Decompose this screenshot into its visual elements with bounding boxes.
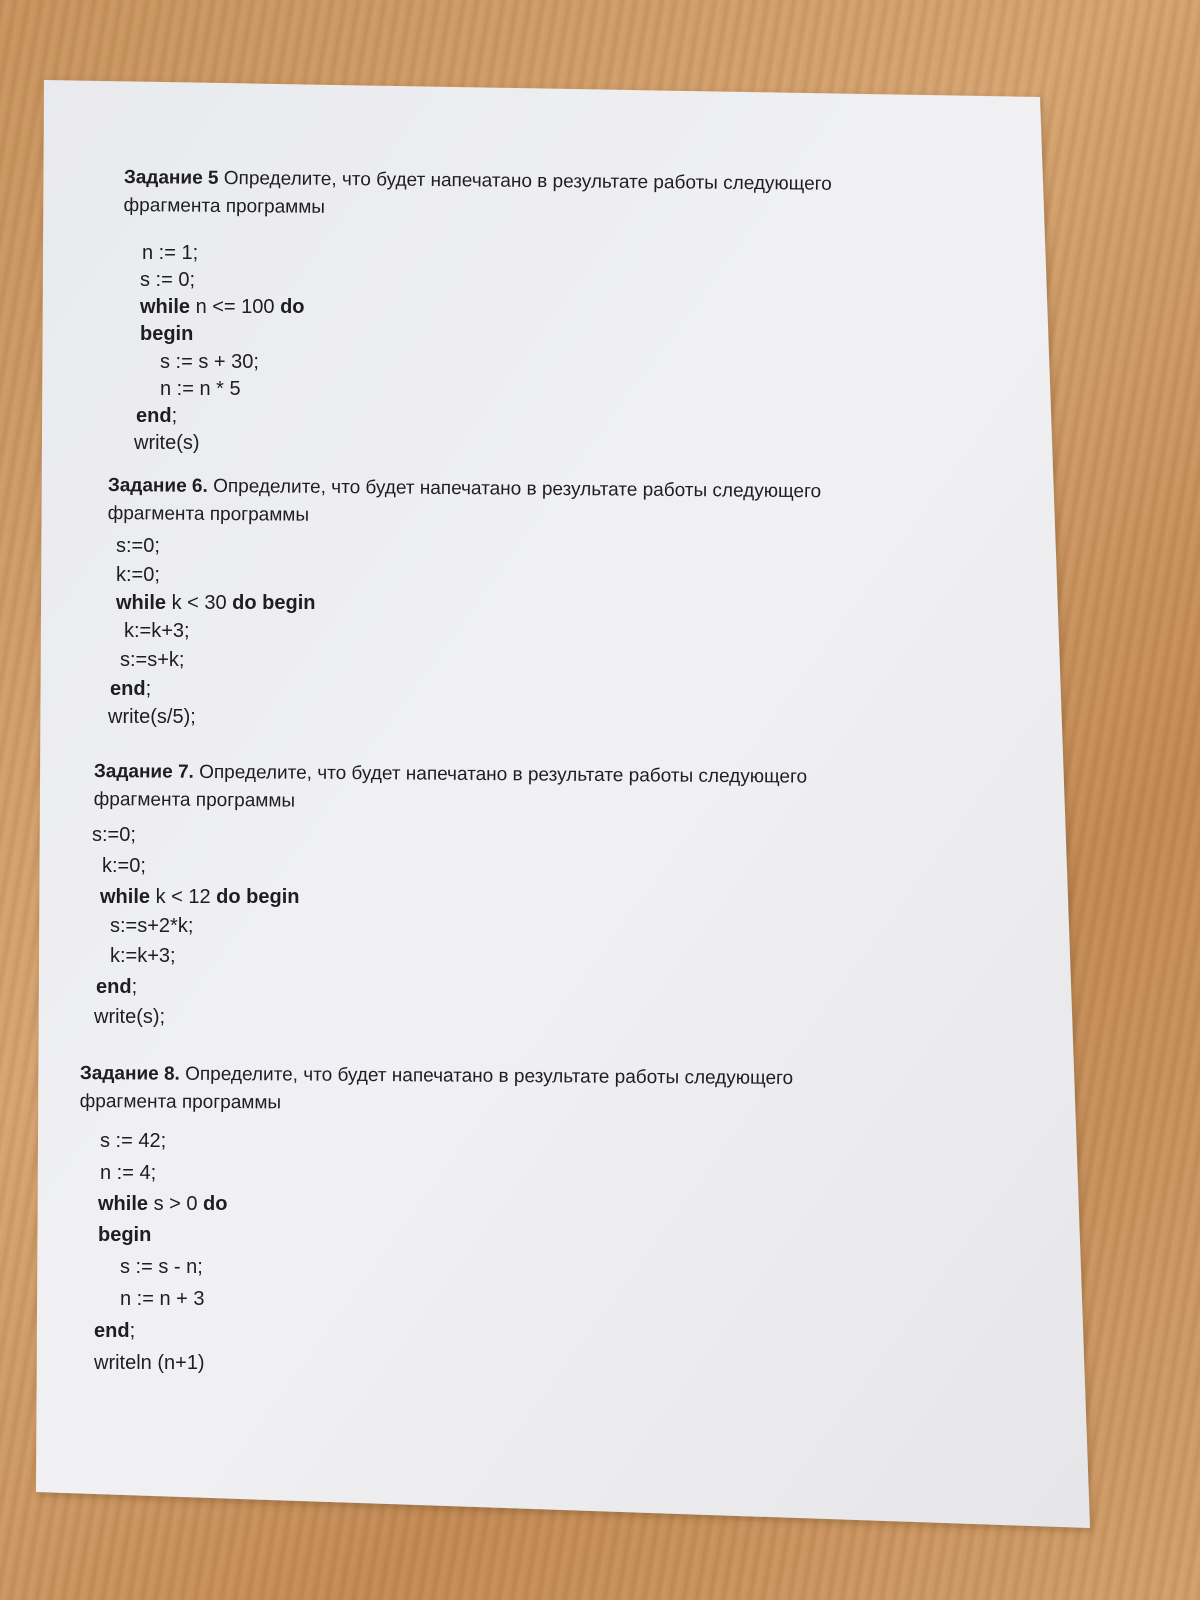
task-8 — [80, 1060, 988, 1122]
code-line: write(s/5); — [108, 706, 196, 728]
code-line: k:=k+3; — [124, 620, 190, 642]
code-keyword: do begin — [216, 886, 300, 908]
code-text: s > 0 — [148, 1193, 204, 1215]
code-keyword: do — [280, 296, 305, 318]
code-line — [100, 884, 300, 910]
task-7-heading — [94, 758, 984, 821]
code-line — [136, 403, 177, 429]
task-8-label: Задание 8. — [79, 1062, 180, 1085]
code-line: k:=0; — [116, 564, 160, 586]
code-line: s:=s+2*k; — [110, 915, 194, 937]
code-line — [98, 1191, 227, 1217]
task-5-heading — [123, 164, 904, 227]
code-text: k < 30 — [166, 592, 233, 614]
code-line: write(s); — [94, 1006, 166, 1028]
code-keyword: while — [116, 592, 167, 614]
task-6 — [108, 472, 974, 536]
code-line: s := s - n; — [120, 1256, 203, 1278]
task-6-label: Задание 6. — [107, 474, 208, 497]
code-line: n := n * 5 — [160, 378, 241, 400]
code-line: write(s) — [134, 432, 200, 454]
code-text: ; — [131, 976, 138, 998]
task-5-prompt-line1: Определите, что будет напечатано в результате работы следующего — [223, 167, 832, 195]
code-text: n <= 100 — [190, 296, 281, 318]
code-line: s:=0; — [116, 535, 160, 557]
code-keyword: while — [100, 886, 151, 908]
task-8-prompt-line1: Определите, что будет напечатано в результате работы следующего — [185, 1063, 794, 1089]
code-keyword: while — [140, 296, 191, 318]
task-7-prompt-line1: Определите, что будет напечатано в результате работы следующего — [199, 761, 808, 788]
code-keyword: do — [203, 1193, 228, 1215]
code-line — [140, 321, 193, 347]
code-keyword: begin — [140, 323, 194, 345]
code-keyword: end — [96, 976, 132, 998]
code-text: ; — [129, 1320, 136, 1342]
task-8-heading — [80, 1060, 988, 1122]
code-keyword: end — [110, 678, 146, 700]
task-6-prompt-line2: фрагмента программы — [107, 502, 310, 526]
code-line — [110, 676, 151, 702]
code-line — [98, 1222, 151, 1248]
task-5-label: Задание 5 — [123, 166, 219, 189]
code-keyword: end — [136, 405, 172, 427]
code-line: s := 0; — [140, 269, 196, 291]
code-text: ; — [145, 678, 152, 700]
task-7 — [94, 758, 984, 821]
code-line: writeln (n+1) — [94, 1352, 205, 1374]
code-line: n := n + 3 — [120, 1288, 205, 1310]
code-keyword: while — [98, 1193, 149, 1215]
task-6-prompt-line1: Определите, что будет напечатано в результате работы следующего — [213, 475, 822, 503]
code-keyword: do begin — [232, 592, 316, 614]
code-keyword: end — [94, 1320, 130, 1342]
code-line — [96, 974, 137, 1000]
code-line: s:=0; — [92, 824, 136, 846]
code-keyword: begin — [98, 1224, 152, 1246]
code-text: k < 12 — [150, 886, 217, 908]
task-5-prompt-line2: фрагмента программы — [123, 194, 326, 218]
code-line: k:=0; — [102, 855, 146, 877]
code-line — [94, 1318, 135, 1344]
code-line: n := 1; — [142, 242, 199, 264]
code-line: s := 42; — [100, 1130, 167, 1152]
task-8-prompt-line2: фрагмента программы — [79, 1090, 282, 1114]
task-7-label: Задание 7. — [93, 760, 194, 783]
task-5 — [123, 164, 904, 227]
code-line: n := 4; — [100, 1162, 157, 1184]
code-line: k:=k+3; — [110, 945, 176, 967]
code-line — [116, 590, 316, 616]
task-6-heading — [108, 472, 974, 536]
code-line: s := s + 30; — [160, 351, 259, 373]
code-line: s:=s+k; — [120, 649, 185, 671]
task-7-prompt-line2: фрагмента программы — [93, 788, 296, 812]
code-line — [140, 294, 305, 320]
code-text: ; — [171, 405, 178, 427]
